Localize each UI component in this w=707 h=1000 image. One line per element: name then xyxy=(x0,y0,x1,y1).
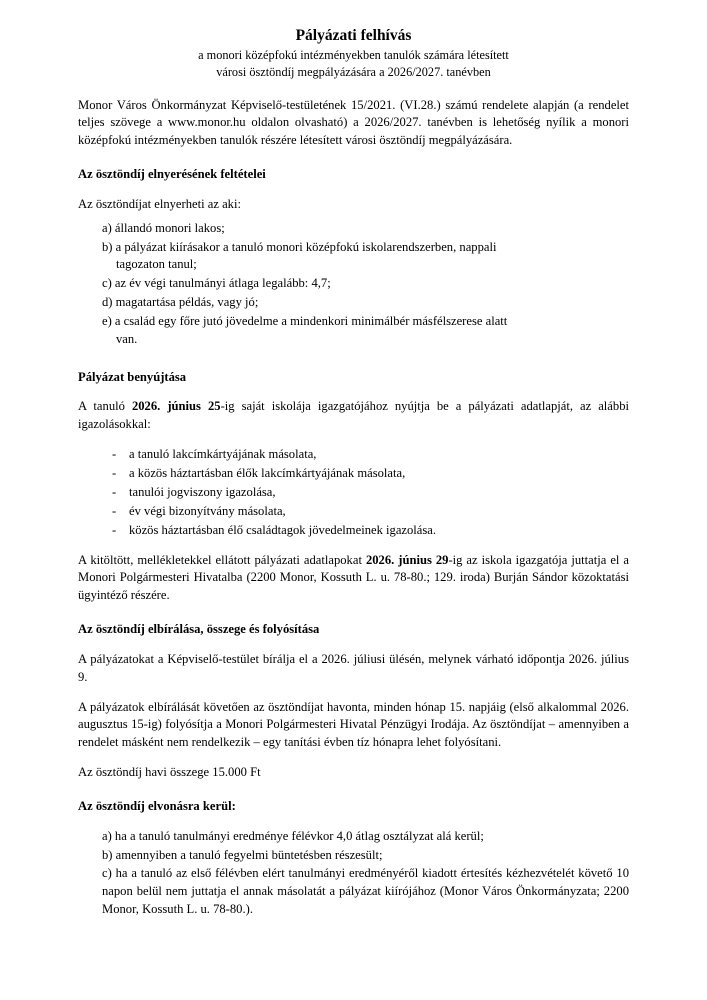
list-item xyxy=(102,847,629,865)
list-item xyxy=(112,484,629,502)
list-item xyxy=(102,294,629,312)
list-item xyxy=(112,522,629,540)
list-item xyxy=(112,446,629,464)
dash-bullet-icon: - xyxy=(112,466,117,481)
submission-deadline-date: 2026. június 25 xyxy=(131,399,221,414)
list-item xyxy=(102,239,629,275)
attachments-list xyxy=(78,446,629,539)
list-item xyxy=(102,220,629,238)
list-item-text: a közös háztartásban élők lakcímkártyájának másolata, xyxy=(129,466,406,481)
list-item xyxy=(102,828,629,846)
list-item-text: c) az év végi tanulmányi átlaga legalább: 4,7; xyxy=(102,276,331,291)
list-item-text: a) ha a tanuló tanulmányi eredménye félévkor 4,0 átlag osztályzat alá kerül; xyxy=(102,828,484,843)
subtitle-line-1: a monori középfokú intézményekben tanulók számára létesített xyxy=(198,48,509,63)
list-item-text-continued: tagozaton tanul; xyxy=(116,257,197,272)
list-item-text: a) állandó monori lakos; xyxy=(102,220,225,235)
list-item-text-continued: van. xyxy=(116,331,138,346)
list-item xyxy=(102,313,629,349)
submission-deadline-paragraph xyxy=(78,398,629,434)
submission-pre-text: A tanuló xyxy=(78,399,132,414)
section-heading-withdrawal: Az ösztöndíj elvonásra kerül: xyxy=(78,799,236,814)
dash-bullet-icon: - xyxy=(112,484,117,499)
list-item xyxy=(112,503,629,521)
withdrawal-list xyxy=(78,828,629,919)
list-item xyxy=(112,465,629,483)
list-item-text: tanulói jogviszony igazolása, xyxy=(129,484,276,499)
forwarding-post-text: -ig az iskola igazgatója juttatja el a Monori Polgármesteri Hivatalba (2200 Monor, Kossuth L. u. 78-80.; 129. iroda) Burján Sándor közoktatási ügyintéző részére. xyxy=(78,552,629,603)
list-item-text: b) amennyiben a tanuló fegyelmi büntetésben részesült; xyxy=(102,847,383,862)
list-item-text: d) magatartása példás, vagy jó; xyxy=(102,295,259,310)
dash-bullet-icon: - xyxy=(112,522,117,537)
conditions-list xyxy=(78,220,629,349)
conditions-lead: Az ösztöndíjat elnyerheti az aki: xyxy=(78,196,241,211)
forwarding-deadline-date: 2026. június 29 xyxy=(365,552,449,567)
section-heading-conditions: Az ösztöndíj elnyerésének feltételei xyxy=(78,167,266,182)
list-item-text: év végi bizonyítvány másolata, xyxy=(129,503,286,518)
section-heading-evaluation: Az ösztöndíj elbírálása, összege és folyósítása xyxy=(78,622,320,637)
forwarding-deadline-paragraph xyxy=(78,552,629,606)
dash-bullet-icon: - xyxy=(112,503,117,518)
list-item-text: b) a pályázat kiírásakor a tanuló monori középfokú iskolarendszerben, nappali xyxy=(102,239,497,254)
list-item-text: c) ha a tanuló az első félévben elért tanulmányi eredményéről kiadott értesítés kézhezvételét követő 10 napon belül nem juttatja el annak másolatát a pályázat kiírójához (Monor Város Önkormányzata; 2200 Monor, Kossuth L. u. 78-80.). xyxy=(102,866,629,917)
evaluation-paragraph-2: A pályázatok elbírálását követően az ösztöndíjat havonta, minden hónap 15. napjáig (első alkalommal 2026. augusztus 15-ig) folyósítja a Monori Polgármesteri Hivatal Pénzügyi Irodája. Az ösztöndíjat – amennyiben a rendelet másként nem rendelkezik – egy tanítási évben tíz hónapra lehet folyósítani. xyxy=(78,699,629,750)
section-heading-submission: Pályázat benyújtása xyxy=(78,369,187,384)
list-item xyxy=(102,865,629,919)
forwarding-pre-text: A kitöltött, mellékletekkel ellátott pályázati adatlapokat xyxy=(78,552,366,567)
subtitle-line-2: városi ösztöndíj megpályázására a 2026/2027. tanévben xyxy=(216,64,491,79)
monthly-amount-paragraph: Az ösztöndíj havi összege 15.000 Ft xyxy=(78,765,261,780)
intro-paragraph: Monor Város Önkormányzat Képviselő-testületének 15/2021. (VI.28.) számú rendelete alapján (a rendelet teljes szövege a www.monor.hu oldalon olvasható) a 2026/2027. tanévben is lehetőség nyílik a monori középfokú intézményekben tanulók részére létesített városi ösztöndíj megpályázására. xyxy=(78,97,629,148)
list-item-text: közös háztartásban élő családtagok jövedelmeinek igazolása. xyxy=(129,522,437,537)
list-item-text: e) a család egy főre jutó jövedelme a mindenkori minimálbér másfélszerese alatt xyxy=(102,314,508,329)
list-item xyxy=(102,275,629,293)
list-item-text: a tanuló lakcímkártyájának másolata, xyxy=(129,447,317,462)
dash-bullet-icon: - xyxy=(112,447,117,462)
evaluation-paragraph-1: A pályázatokat a Képviselő-testület bírálja el a 2026. júliusi ülésén, melynek várható időpontja 2026. július 9. xyxy=(78,651,629,684)
submission-post-text: -ig saját iskolája igazgatójához nyújtja be a pályázati adatlapját, az alábbi igazolásokkal: xyxy=(78,399,629,432)
page-title: Pályázati felhívás xyxy=(295,27,412,44)
